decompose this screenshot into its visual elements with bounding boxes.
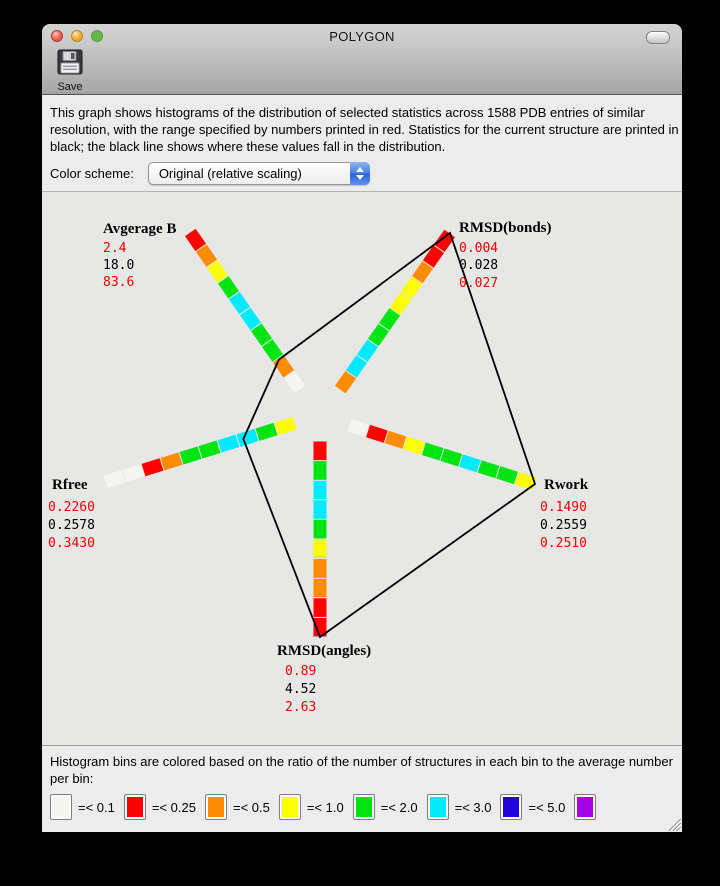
toolbar: [42, 48, 682, 94]
axis-min: 0.1490: [540, 500, 587, 515]
axis-current-value: 0.2578: [48, 518, 95, 533]
histogram-bin-green: [480, 466, 498, 472]
legend-swatch-cyan: [427, 794, 449, 820]
legend-item-yellow: [279, 794, 353, 820]
axis-current-value: 18.0: [103, 258, 135, 273]
histogram-bin-red: [143, 464, 161, 470]
histogram-bin-yellow: [517, 478, 535, 484]
axis-min: 2.4: [103, 241, 127, 256]
histogram-bin-white: [289, 375, 299, 390]
axis-min: 0.89: [285, 664, 317, 679]
histogram-bin-green: [267, 343, 277, 358]
histogram-bin-cyan: [234, 296, 244, 311]
histogram-bin-green: [257, 429, 275, 435]
axis-arm-rfree: [105, 423, 294, 482]
legend-panel: [42, 745, 682, 832]
histogram-bin-yellow: [212, 264, 222, 279]
axis-title: RMSD(angles): [277, 643, 372, 659]
zoom-button[interactable]: [91, 30, 103, 42]
color-scheme-label: Color scheme:: [50, 166, 134, 181]
histogram-bin-orange: [278, 359, 288, 374]
axis-current-value: 4.52: [285, 682, 317, 697]
polygon-plot-canvas: [42, 192, 682, 745]
axis-max: 0.3430: [48, 536, 95, 551]
legend-swatch-orange: [205, 794, 227, 820]
axis-arm-avgerage-b: [190, 232, 299, 389]
legend-swatch-red: [124, 794, 146, 820]
save-floppy-icon: [55, 63, 85, 80]
legend-item-label: =< 0.1: [78, 799, 115, 815]
toolbar-toggle-button[interactable]: [646, 31, 670, 44]
histogram-bin-green: [442, 455, 460, 461]
histogram-bin-white: [105, 476, 123, 482]
histogram-bin-red: [368, 431, 386, 437]
histogram-bin-green: [200, 447, 218, 453]
legend-swatch-green: [353, 794, 375, 820]
axis-min: 0.004: [459, 241, 499, 256]
axis-max: 2.63: [285, 700, 317, 715]
axis-labels-rmsd-bonds: [459, 220, 552, 291]
histogram-bin-white: [349, 425, 367, 431]
axis-arm-rmsd-bonds: [340, 233, 449, 389]
histogram-bin-red: [190, 232, 200, 247]
histogram-bin-cyan: [461, 461, 479, 467]
histogram-bin-green: [181, 453, 199, 459]
axis-max: 83.6: [103, 275, 135, 290]
window-title: POLYGON: [329, 28, 395, 44]
histogram-bin-red: [428, 249, 438, 264]
minimize-button[interactable]: [71, 30, 83, 42]
histogram-bin-green: [256, 327, 266, 342]
axis-max: 0.027: [459, 276, 499, 291]
axis-min: 0.2260: [48, 500, 95, 515]
legend-swatch-purple: [574, 794, 596, 820]
histogram-bin-white: [124, 470, 142, 476]
histogram-bin-yellow: [395, 296, 405, 311]
histogram-bin-green: [373, 328, 383, 343]
titlebar[interactable]: [42, 24, 682, 48]
histogram-bin-orange: [417, 265, 427, 280]
histogram-bin-yellow: [276, 423, 294, 429]
axis-labels-rmsd-angles: [277, 643, 371, 715]
histogram-bin-orange: [387, 437, 405, 443]
legend-item-purple: [574, 794, 602, 820]
axis-title: Rwork: [544, 477, 589, 493]
save-button[interactable]: [47, 49, 93, 93]
histogram-bin-green: [498, 472, 516, 478]
legend-swatch-blue: [500, 794, 522, 820]
axis-labels-rfree: [48, 477, 95, 551]
histogram-bin-cyan: [238, 435, 256, 441]
legend-item-red: [124, 794, 205, 820]
description-text: This graph shows histograms of the distribution of selected statistics across 1588 PDB entries of similar resolution, with the range specified by numbers printed in red. Statistics for the current structure are printed in black; the black line shows where these values fall in the distribution.: [50, 105, 679, 154]
axis-current-value: 0.028: [459, 258, 499, 273]
legend-item-white: [50, 794, 124, 820]
legend-swatch-yellow: [279, 794, 301, 820]
legend-item-label: =< 1.0: [306, 799, 344, 815]
histogram-bin-cyan: [245, 311, 255, 326]
description-panel: [42, 95, 682, 192]
dropdown-stepper-icon: [350, 162, 370, 185]
save-button-label: Save: [57, 81, 83, 93]
histogram-bin-yellow: [406, 281, 416, 296]
histogram-bin-cyan: [351, 359, 361, 374]
legend-item-green: [353, 794, 427, 820]
axis-arm-rwork: [349, 425, 534, 484]
legend-item-label: =< 3.0: [454, 799, 492, 815]
resize-grip-handle[interactable]: [666, 816, 681, 831]
legend-item-label: =< 0.5: [232, 799, 270, 815]
legend-item-label: =< 0.25: [151, 799, 196, 815]
axis-labels-rwork: [540, 477, 589, 551]
traffic-lights: [51, 30, 103, 42]
legend-item-label: =< 5.0: [528, 799, 566, 815]
legend-item-blue: [500, 794, 574, 820]
histogram-bin-cyan: [219, 441, 237, 447]
histogram-bin-orange: [201, 248, 211, 263]
axis-title: RMSD(bonds): [459, 220, 552, 236]
histogram-bin-orange: [162, 459, 180, 465]
radar-histogram-chart: [42, 192, 682, 745]
legend-item-label: =< 2.0: [380, 799, 418, 815]
window-chrome: [42, 24, 682, 95]
legend-swatch-white: [50, 794, 72, 820]
color-scheme-dropdown[interactable]: [148, 162, 370, 185]
axis-current-value: 0.2559: [540, 518, 587, 533]
axis-max: 0.2510: [540, 536, 587, 551]
histogram-bin-green: [384, 312, 394, 327]
legend-item-orange: [205, 794, 279, 820]
histogram-bin-green: [424, 449, 442, 455]
histogram-bin-green: [223, 280, 233, 295]
axis-labels-avgerage-b: [103, 221, 176, 290]
color-scheme-selected-value: Original (relative scaling): [158, 166, 302, 181]
axis-title: Rfree: [52, 477, 88, 493]
histogram-bin-yellow: [405, 443, 423, 449]
axis-title: Avgerage B: [103, 221, 177, 237]
histogram-bin-cyan: [362, 343, 372, 358]
legend-description: Histogram bins are colored based on the ratio of the number of structures in each bin to the average number per bin:: [50, 754, 673, 786]
histogram-bin-orange: [340, 375, 350, 390]
polygon-window: [42, 24, 682, 832]
legend-item-cyan: [427, 794, 501, 820]
close-button[interactable]: [51, 30, 63, 42]
legend-row: [50, 794, 674, 820]
